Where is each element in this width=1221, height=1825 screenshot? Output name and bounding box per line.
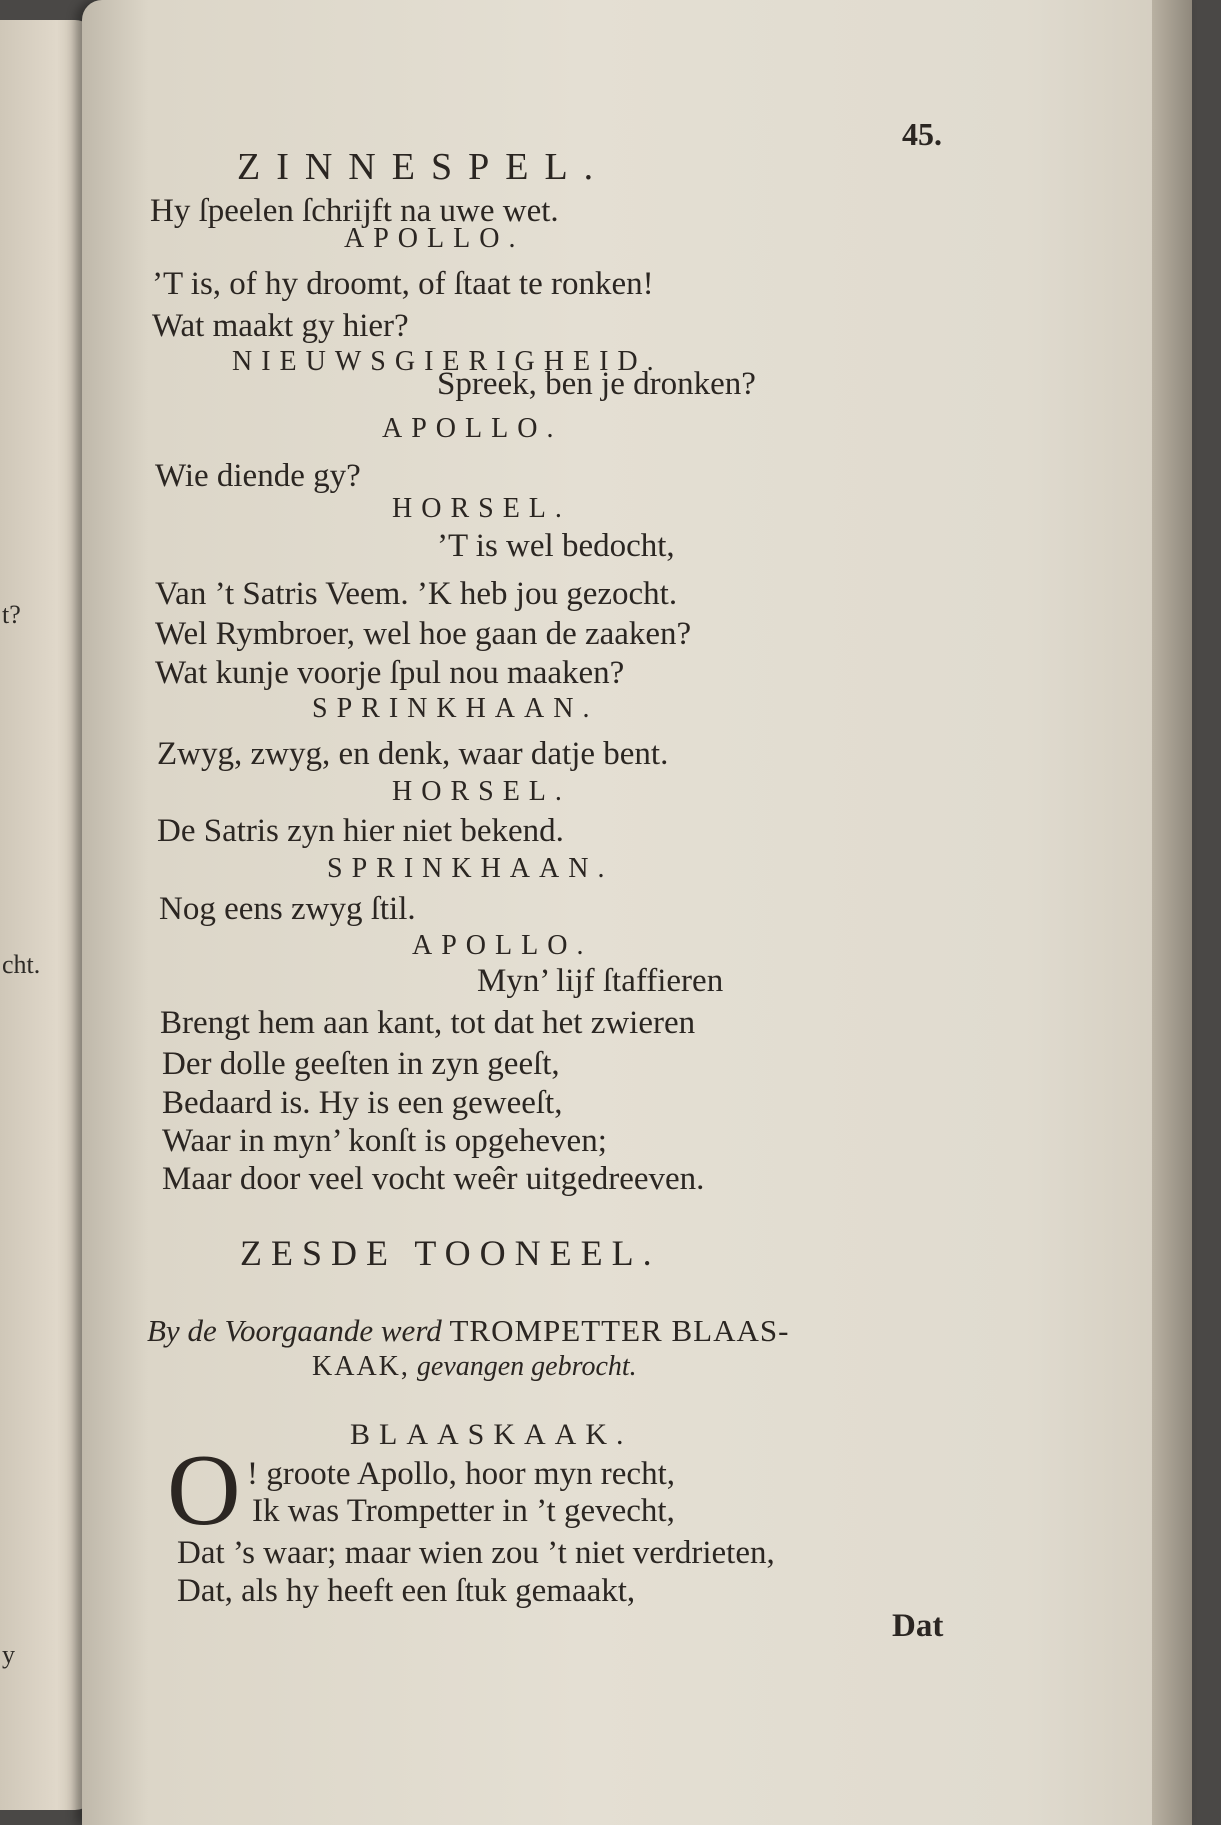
facing-page — [0, 20, 95, 1810]
verse-line: Dat ’s waar; maar wien zou ’t niet verdrieten, — [177, 1535, 775, 1571]
stage-direction-italic: By de Voorgaande werd — [147, 1313, 442, 1348]
page-edge — [1152, 0, 1192, 1825]
stage-direction-caps: KAAK, — [312, 1351, 410, 1382]
verse-line: Bedaard is. Hy is een geweeſt, — [162, 1085, 563, 1121]
facing-page-fragment: t? — [2, 600, 21, 629]
verse-line: Wat kunje voorje ſpul nou maaken? — [155, 655, 625, 691]
verse-line: Wie diende gy? — [155, 458, 361, 494]
verse-line: Der dolle geeſten in zyn geeſt, — [162, 1046, 560, 1082]
verse-line: Wel Rymbroer, wel hoe gaan de zaaken? — [155, 616, 692, 652]
verse-line: Ik was Trompetter in ’t gevecht, — [252, 1493, 675, 1529]
speaker-name: NIEUWSGIERIGHEID. — [232, 346, 663, 377]
stage-direction-caps: TROMPETTER BLAAS- — [449, 1313, 790, 1348]
drop-cap: O — [167, 1434, 241, 1547]
verse-line: Brengt hem aan kant, tot dat het zwieren — [160, 1005, 696, 1041]
verse-line: Maar door veel vocht weêr uitgedreeven. — [162, 1161, 705, 1197]
stage-direction — [312, 1353, 637, 1381]
speaker-name: BLAASKAAK. — [350, 1418, 633, 1451]
speaker-name: APOLLO. — [344, 223, 525, 254]
verse-line: ’T is wel bedocht, — [437, 528, 675, 564]
scene-heading: ZESDE TOONEEL. — [240, 1233, 661, 1273]
verse-line: De Satris zyn hier niet bekend. — [157, 813, 564, 849]
page-number: 45. — [902, 116, 942, 152]
running-title: ZINNESPEL. — [237, 146, 610, 188]
verse-line: Myn’ lijf ſtaffieren — [477, 963, 724, 999]
speaker-name: APOLLO. — [412, 930, 593, 961]
speaker-name: APOLLO. — [382, 413, 563, 444]
speaker-name: HORSEL. — [392, 776, 571, 807]
speaker-name: SPRINKHAAN. — [312, 693, 599, 724]
verse-line: ’T is, of hy droomt, of ſtaat te ronken! — [152, 266, 654, 302]
facing-page-fragment: cht. — [2, 950, 41, 979]
stage-direction — [147, 1315, 789, 1346]
verse-line: Dat, als hy heeft een ſtuk gemaakt, — [177, 1573, 636, 1609]
catchword: Dat — [892, 1608, 944, 1644]
verse-line: Waar in myn’ konſt is opgeheven; — [162, 1123, 607, 1159]
speaker-name: SPRINKHAAN. — [327, 853, 614, 884]
facing-page-fragment: y — [2, 1640, 15, 1669]
verse-line: Spreek, ben je dronken? — [437, 366, 756, 402]
verse-line: ! groote Apollo, hoor myn recht, — [247, 1456, 676, 1492]
verse-line: Wat maakt gy hier? — [152, 308, 409, 344]
book-page — [82, 0, 1192, 1825]
verse-line: Zwyg, zwyg, en denk, waar datje bent. — [157, 736, 669, 772]
verse-line: Hy ſpeelen ſchrijft na uwe wet. — [150, 193, 559, 229]
stage-direction-italic: gevangen gebrocht. — [416, 1351, 637, 1382]
verse-line: Nog eens zwyg ſtil. — [159, 891, 416, 927]
verse-line: Van ’t Satris Veem. ’K heb jou gezocht. — [155, 576, 678, 612]
speaker-name: HORSEL. — [392, 493, 571, 524]
